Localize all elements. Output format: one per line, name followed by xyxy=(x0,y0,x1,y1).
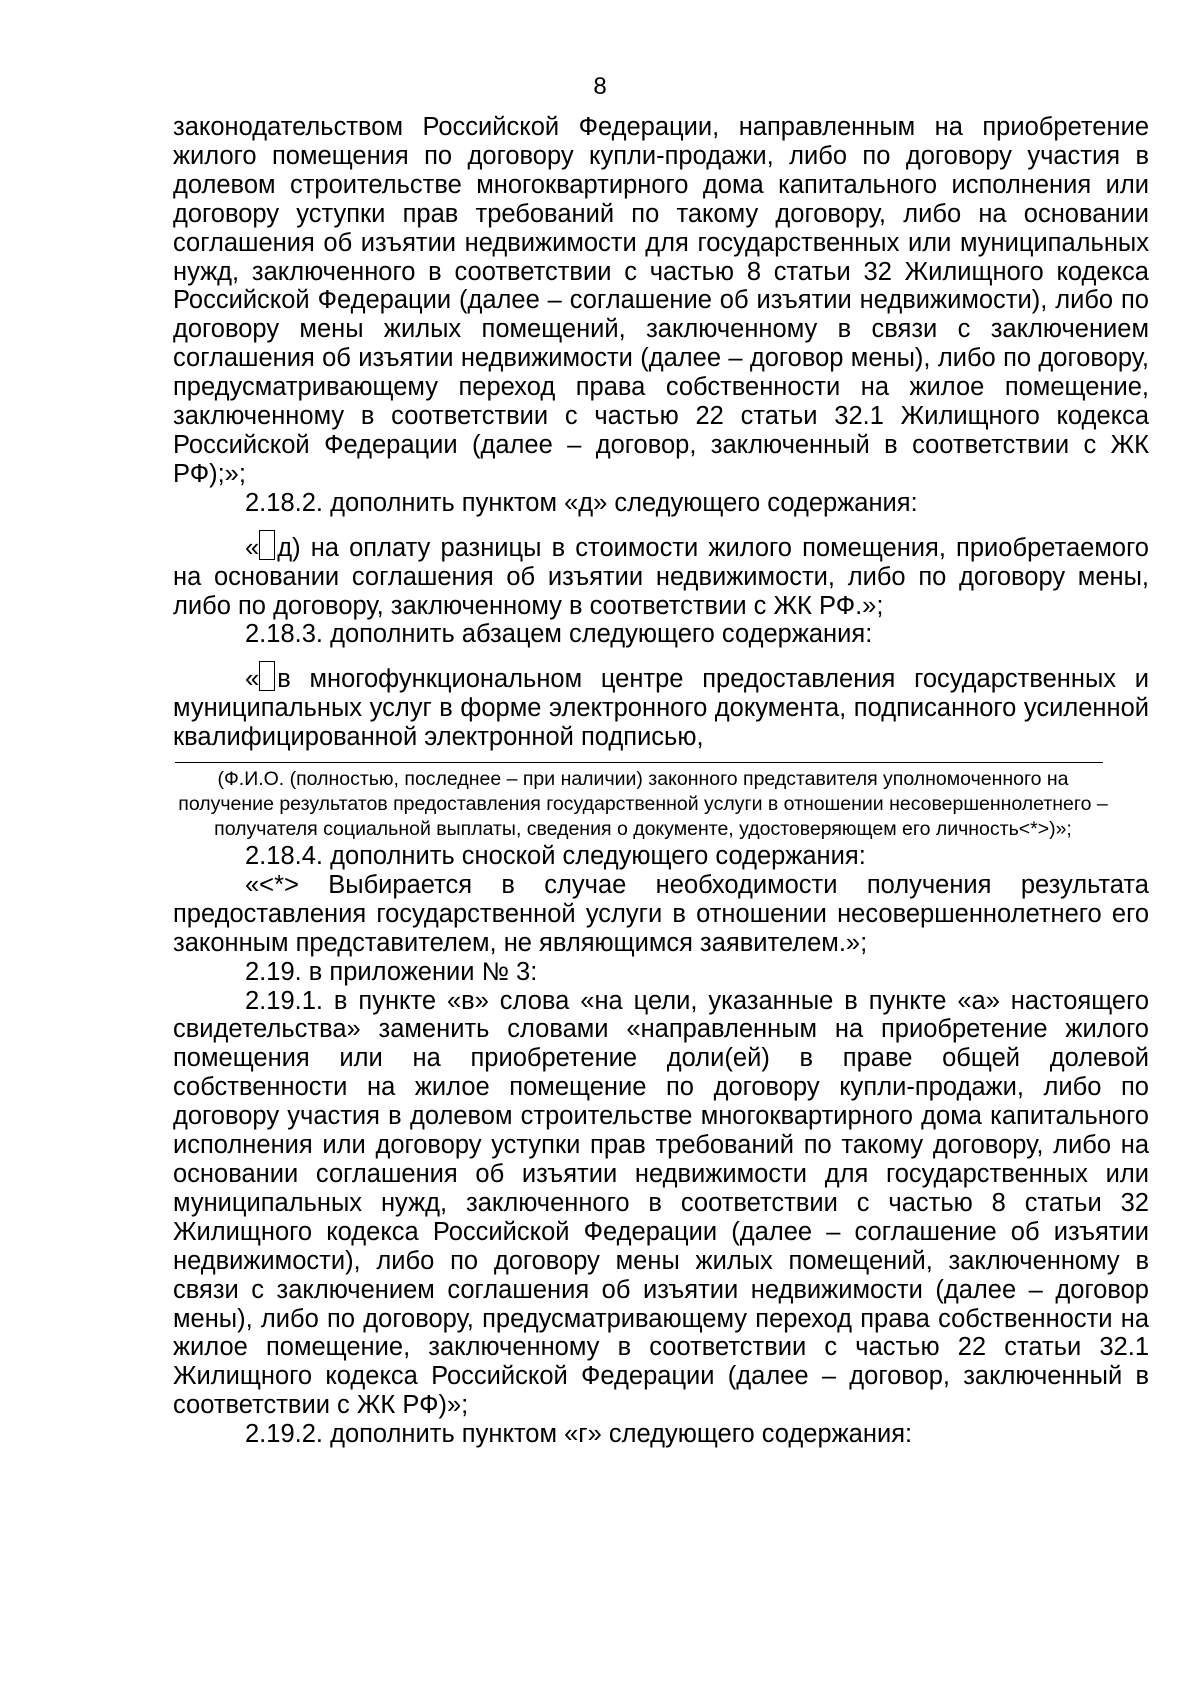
paragraph-2-18-2: 2.18.2. дополнить пунктом «д» следующего содержания: xyxy=(245,488,918,517)
spacer xyxy=(173,518,1149,530)
paragraph-mfc xyxy=(173,661,1149,752)
paragraph-continuation: законодательством Российской Федерации, направленным на приобретение жилого помещения по договору купли-продажи, либо по договору участия в долевом строительстве многоквартирного дома капитального исполнения или договору уступки прав требований по такому договору, либо на основании соглашения об изъятии недвижимости для государственных или муниципальных нужд, заключенного в соответствии с частью 8 статьи 32 Жилищного кодекса Российской Федерации (далее – соглашение об изъятии недвижимости), либо по договору мены жилых помещений, заключенному в связи с заключением соглашения об изъятии недвижимости (далее – договор мены), либо по договору, предусматривающему переход права собственности на жилое помещение, заключенному в соответствии с частью 22 статьи 32.1 Жилищного кодекса Российской Федерации (далее – договор, заключенный в соответствии с ЖК РФ);»; xyxy=(173,113,1149,488)
spacer xyxy=(173,649,1149,661)
document-body xyxy=(173,113,1149,1449)
paragraph-2-18-3: 2.18.3. дополнить абзацем следующего содержания: xyxy=(245,620,873,649)
page-number: 8 xyxy=(593,73,607,100)
item-d-text: д) на оплату разницы в стоимости жилого помещения, приобретаемого на основании соглашения об изъятии недвижимости, либо по договору мены, либо по договору, заключенному в соответствии с ЖК РФ.»; xyxy=(173,533,1149,620)
underline-caption: (Ф.И.О. (полностью, последнее – при наличии) законного представителя уполномоченного на получение результатов предоставления государственной услуги в отношении несовершеннолетнего – получателя социальной выплаты, сведения о документе, удостоверяющем его личность<*>)»; xyxy=(178,768,1108,841)
paragraph-2-19: 2.19. в приложении № 3: xyxy=(245,957,538,986)
placeholder-box-icon xyxy=(259,530,275,560)
paragraph-footnote: «<*> Выбирается в случае необходимости получения результата предоставления государственной услуги в отношении несовершеннолетнего его законным представителем, не являющимся заявителем.»; xyxy=(173,870,1149,957)
opening-quote: « xyxy=(245,665,260,694)
paragraph-2-19-1: 2.19.1. в пункте «в» слова «на цели, указанные в пункте «а» настоящего свидетельства» заменить словами «направленным на приобретение жилого помещения или на приобретение доли(ей) в праве общей долевой собственности на жилое помещение по договору купли-продажи, либо по договору участия в долевом строительстве многоквартирного дома капитального исполнения или договору уступки прав требований по такому договору, либо на основании соглашения об изъятии недвижимости для государственных или муниципальных нужд, заключенного в соответствии с частью 8 статьи 32 Жилищного кодекса Российской Федерации (далее – соглашение об изъятии недвижимости), либо по договору мены жилых помещений, заключенному в связи с заключением соглашения об изъятии недвижимости (далее – договор мены), либо по договору, предусматривающему переход права собственности на жилое помещение, заключенному в соответствии с частью 22 статьи 32.1 Жилищного кодекса Российской Федерации (далее – договор, заключенный в соответствии с ЖК РФ)»; xyxy=(173,986,1149,1420)
signature-underline xyxy=(175,762,1103,763)
paragraph-2-18-4: 2.18.4. дополнить сноской следующего содержания: xyxy=(245,842,866,871)
paragraph-item-d xyxy=(173,530,1149,621)
paragraph-2-19-2: 2.19.2. дополнить пунктом «г» следующего содержания: xyxy=(245,1420,913,1449)
placeholder-box-icon xyxy=(259,661,275,691)
opening-quote: « xyxy=(245,533,260,562)
mfc-text: в многофункциональном центре предоставления государственных и муниципальных услуг в форме электронного документа, подписанного усиленной квалифицированной электронной подписью, xyxy=(173,665,1149,752)
